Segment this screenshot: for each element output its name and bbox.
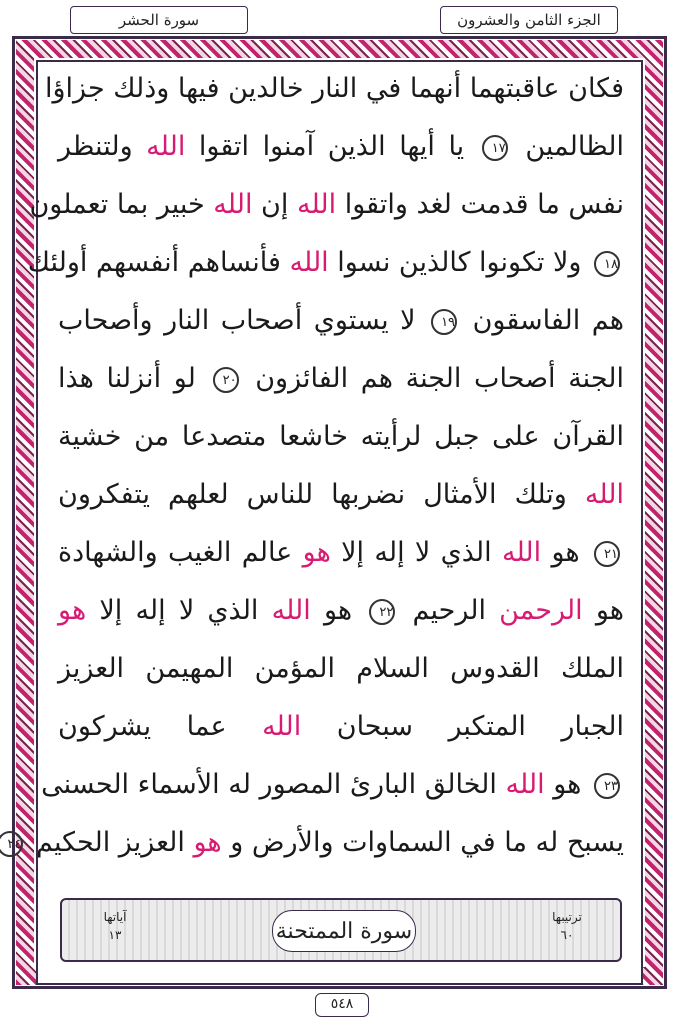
verse-text: يسبح له ما في السماوات والأرض و <box>230 827 624 858</box>
divine-name: الله <box>271 595 311 626</box>
ayah-marker: ١٨ <box>594 251 620 277</box>
verse-text: هم الفاسقون <box>472 305 624 336</box>
verse-text: هو <box>595 595 625 626</box>
verse-text: الجنة أصحاب الجنة هم الفائزون <box>255 363 624 394</box>
surah-order <box>534 908 600 952</box>
verse-text: الذي لا إله إلا <box>99 595 259 626</box>
verse-text: عالم الغيب والشهادة <box>58 537 293 568</box>
quran-text <box>7 62 625 882</box>
verse-text: وتلك الأمثال نضربها للناس لعلهم يتفكرون <box>58 479 567 510</box>
text-line <box>58 294 624 348</box>
divine-name: هو <box>193 827 222 858</box>
verse-text: الجبار المتكبر سبحان <box>336 711 624 742</box>
verse-text: ولتنظر <box>58 131 133 162</box>
verse-text: الرحيم <box>412 595 486 626</box>
text-line <box>27 236 624 290</box>
text-line <box>58 120 624 174</box>
verse-text: هو <box>323 595 353 626</box>
verse-text: القرآن على جبل لرأيته خاشعا متصدعا من خشية <box>58 421 624 452</box>
divine-name: الله <box>584 479 624 510</box>
page-number: ٥٤٨ <box>315 993 369 1017</box>
surah-order-value: ٦٠ <box>560 928 574 942</box>
text-line <box>41 758 624 812</box>
text-line <box>58 526 624 580</box>
surah-verse-count <box>82 908 148 952</box>
verse-text: الخالق البارئ المصور له الأسماء الحسنى <box>41 769 497 800</box>
divine-name: الله <box>289 247 329 278</box>
verse-text: هو <box>553 769 582 800</box>
text-line <box>58 468 624 522</box>
next-surah-name: سورة الممتحنة <box>272 910 416 952</box>
divine-name: هو <box>302 537 331 568</box>
ayah-marker: ٢٣ <box>594 773 620 799</box>
text-line <box>45 62 624 116</box>
verse-text: العزيز الحكيم <box>36 827 185 858</box>
divine-name: الله <box>296 189 337 220</box>
ayah-marker: ٢٤ <box>0 831 23 857</box>
verse-text: عما يشركون <box>58 711 227 742</box>
divine-name: الله <box>501 537 542 568</box>
verse-text: الملك القدوس السلام المؤمن المهيمن العزيز <box>58 653 624 684</box>
text-line <box>29 178 624 232</box>
ayah-marker: ٢٢ <box>369 599 395 625</box>
divine-name: الله <box>213 189 253 220</box>
verse-text: فكان عاقبتهما أنهما في النار خالدين فيها وذلك جزاؤا <box>45 73 624 104</box>
surah-order-label: ترتيبها <box>552 910 582 924</box>
text-line <box>58 410 624 464</box>
verse-text: هو <box>551 537 580 568</box>
surah-verse-count-value: ١٣ <box>108 928 122 942</box>
verse-text: يا أيها الذين آمنوا اتقوا <box>198 131 465 162</box>
text-line <box>58 642 624 696</box>
ayah-marker: ١٩ <box>431 309 457 335</box>
surah-verse-count-label: آياتها <box>103 910 127 924</box>
juz-title: الجزء الثامن والعشرون <box>440 6 618 34</box>
ayah-marker: ٢٠ <box>213 367 239 393</box>
verse-text: نفس ما قدمت لغد واتقوا <box>344 189 624 220</box>
divine-name: هو <box>58 595 87 626</box>
text-line <box>58 700 624 754</box>
verse-text: ولا تكونوا كالذين نسوا <box>337 247 582 278</box>
divine-name: الله <box>505 769 545 800</box>
verse-text: لا يستوي أصحاب النار وأصحاب <box>58 305 416 336</box>
verse-text: إن <box>261 189 289 220</box>
verse-text: فأنساهم أنفسهم أولئك <box>27 247 281 278</box>
verse-text: خبير بما تعملون <box>29 189 205 220</box>
ayah-marker: ٢١ <box>594 541 620 567</box>
text-line <box>58 352 624 406</box>
text-line <box>7 816 624 870</box>
verse-text: الذي لا إله إلا <box>341 537 492 568</box>
divine-name: الرحمن <box>499 595 583 626</box>
verse-text: الظالمين <box>525 131 624 162</box>
verse-text: لو أنزلنا هذا <box>58 363 196 394</box>
divine-name: الله <box>146 131 186 162</box>
divine-name: الله <box>262 711 302 742</box>
ayah-marker: ١٧ <box>482 135 508 161</box>
text-line <box>58 584 624 638</box>
surah-banner <box>60 898 622 962</box>
surah-title: سورة الحشر <box>70 6 248 34</box>
